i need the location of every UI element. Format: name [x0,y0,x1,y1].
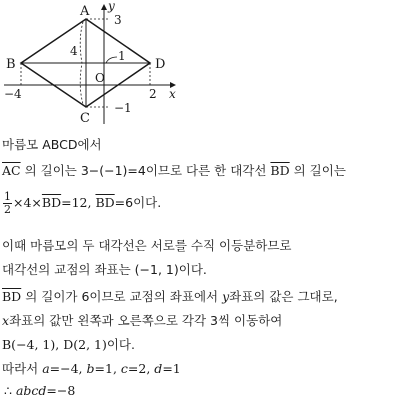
solution-line-9 [2,361,400,377]
tick-x-2: 2 [149,87,157,101]
fraction-numerator: 1 [4,190,11,203]
solution-line-5 [2,262,400,278]
var-abcd: abcd [15,383,47,398]
label-a: A [80,4,90,19]
line6-part-b: 좌표의 값은 그대로, [229,289,338,304]
line9-part-a: 따라서 [2,361,43,376]
solution-line-8 [2,337,400,353]
solution-line-1 [2,137,400,153]
segment-bd-3: $\overline{BD}$ [2,289,22,304]
segment-ac: $\overline{AC}$ [2,163,21,178]
rhombus-diagram [0,0,190,135]
line8-text: B(−4, 1), D(2, 1)이다. [2,337,135,352]
label-x-axis: x [169,87,176,101]
line9-part-e: =1 [162,361,181,376]
label-c: C [80,111,90,126]
solution-line-3 [2,191,400,216]
fraction-one-half [3,191,12,216]
line9-part-d: =2, [127,361,155,376]
label-d: D [155,57,166,72]
line9-part-c: =1, [94,361,121,376]
var-x: x [2,313,10,328]
label-length-4: 4 [70,44,78,58]
solution-line-7 [2,313,400,329]
segment-bd: $\overline{BD}$ [270,163,290,178]
var-a: a [42,361,50,376]
solution-line-10 [4,383,400,399]
solution-line-4 [2,238,400,254]
fraction-denominator: 2 [4,203,11,216]
label-origin: O [95,71,105,85]
line3-part-b: =12, [61,195,96,210]
y-axis-arrow [101,4,107,10]
line5-text: 대각선의 교점의 좌표는 (−1, 1)이다. [2,262,207,277]
label-y-axis: y [108,0,115,13]
line3-part-a: ×4× [13,195,42,210]
leader-y1 [106,57,117,63]
label-b: B [6,57,16,72]
solution-line-6 [2,289,400,305]
tick-x-neg4: −4 [4,87,22,101]
therefore-symbol: ∴ [4,383,16,398]
var-b: b [86,361,95,376]
line4-text: 이때 마름모의 두 대각선은 서로를 수직 이등분하므로 [2,238,292,253]
line7-text: 좌표의 값만 왼쪽과 오른쪽으로 각각 3씩 이동하여 [9,313,283,328]
line3-part-c: =6이다. [114,195,162,210]
line2-part-a: 의 길이는 3−(−1)=4이므로 다른 한 대각선 [20,163,271,178]
tick-y-1: 1 [118,49,126,63]
line10-result: =−8 [46,383,76,398]
tick-y-3: 3 [114,13,122,27]
var-d: d [154,361,163,376]
line2-part-b: 의 길이는 [289,163,346,178]
segment-bd-1: $\overline{BD}$ [41,195,62,210]
var-c: c [120,361,128,376]
line6-part-a: 의 길이가 6이므로 교점의 좌표에서 [21,289,223,304]
line1-text: 마름모 ABCD에서 [2,137,102,152]
var-y: y [222,289,230,304]
line9-part-b: =−4, [49,361,87,376]
tick-y-neg1: −1 [114,101,132,115]
segment-bd-2: $\overline{BD}$ [95,195,115,210]
solution-line-2 [2,163,400,179]
